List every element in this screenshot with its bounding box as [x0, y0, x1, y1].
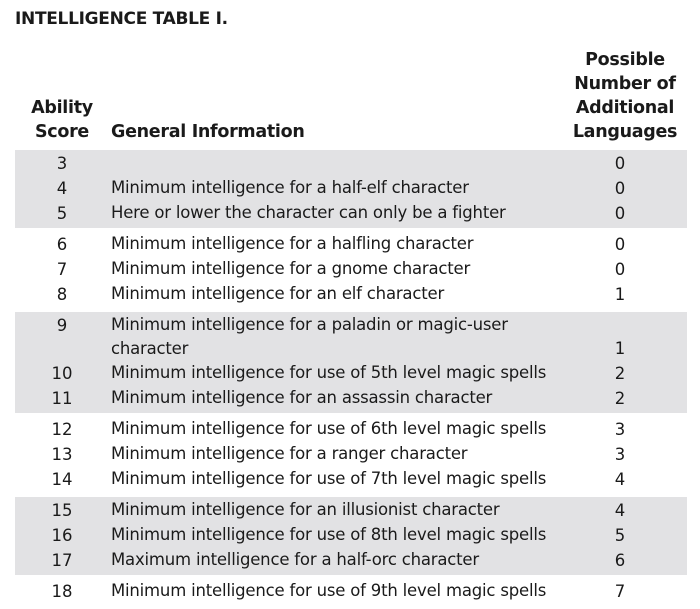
table-row — [15, 579, 687, 604]
general-information-cell: Minimum intelligence for an assassin character — [111, 388, 493, 407]
table-row — [15, 232, 687, 257]
additional-languages-cell: 0 — [614, 235, 626, 254]
ability-score-cell: 18 — [51, 582, 73, 601]
header-general-information: General Information — [111, 122, 305, 142]
general-information-cell: Minimum intelligence for an elf character — [111, 284, 445, 303]
table-title: INTELLIGENCE TABLE I. — [15, 9, 228, 29]
header-languages-line-3: Additional — [575, 98, 675, 118]
header-score-line: Score — [35, 122, 89, 142]
additional-languages-cell: 2 — [614, 389, 626, 408]
ability-score-cell: 10 — [51, 364, 73, 383]
header-languages-line-2: Number of — [574, 74, 676, 94]
general-information-cell: Minimum intelligence for a gnome character — [111, 259, 471, 278]
header-ability-score — [30, 96, 94, 144]
general-information-cell: Maximum intelligence for a half-orc character — [111, 550, 479, 569]
additional-languages-cell: 0 — [614, 154, 626, 173]
additional-languages-cell: 0 — [614, 179, 626, 198]
general-information-cell: Minimum intelligence for use of 6th level magic spells — [111, 419, 547, 438]
additional-languages-cell: 4 — [614, 470, 626, 489]
table-row — [15, 417, 687, 442]
ability-score-cell: 13 — [51, 445, 73, 464]
ability-score-cell: 17 — [51, 551, 73, 570]
ability-score-cell: 6 — [56, 235, 68, 254]
ability-score-cell: 9 — [56, 316, 68, 335]
header-languages-line-1: Possible — [585, 50, 665, 70]
additional-languages-cell: 6 — [614, 551, 626, 570]
table-row — [15, 442, 687, 467]
general-information-cell: Minimum intelligence for a ranger character — [111, 444, 468, 463]
general-information-cell: Minimum intelligence for use of 5th level magic spells — [111, 363, 547, 382]
row-group — [15, 497, 687, 575]
additional-languages-cell: 3 — [614, 445, 626, 464]
additional-languages-cell: 4 — [614, 501, 626, 520]
table-row — [15, 361, 687, 386]
table-row — [15, 467, 687, 492]
additional-languages-cell: 2 — [614, 364, 626, 383]
table-row — [15, 201, 687, 226]
additional-languages-cell: 1 — [614, 339, 626, 358]
table-row — [15, 151, 687, 176]
ability-score-cell: 8 — [56, 285, 68, 304]
table-row — [15, 313, 687, 361]
table-row — [15, 498, 687, 523]
table-row — [15, 523, 687, 548]
header-languages-line-4: Languages — [572, 122, 678, 142]
ability-score-cell: 5 — [56, 204, 68, 223]
table-row — [15, 548, 687, 573]
ability-score-cell: 11 — [51, 389, 73, 408]
table-header — [0, 44, 700, 150]
general-information-cell: Minimum intelligence for a paladin or magic-user character — [111, 315, 508, 358]
ability-score-cell: 14 — [51, 470, 73, 489]
header-ability-line: Ability — [31, 98, 93, 118]
table-row — [15, 282, 687, 307]
intelligence-table-body — [15, 150, 687, 609]
additional-languages-cell: 7 — [614, 582, 626, 601]
table-row — [15, 257, 687, 282]
row-group — [15, 231, 687, 309]
additional-languages-cell: 1 — [614, 285, 626, 304]
general-information-cell: Here or lower the character can only be a fighter — [111, 203, 506, 222]
ability-score-cell: 3 — [56, 154, 68, 173]
ability-score-cell: 15 — [51, 501, 73, 520]
ability-score-cell: 16 — [51, 526, 73, 545]
general-information-cell: Minimum intelligence for use of 9th level magic spells — [111, 581, 547, 600]
table-row — [15, 176, 687, 201]
general-information-cell: Minimum intelligence for a half-elf character — [111, 178, 469, 197]
ability-score-cell: 12 — [51, 420, 73, 439]
additional-languages-cell: 5 — [614, 526, 626, 545]
ability-score-cell: 4 — [56, 179, 68, 198]
additional-languages-cell: 0 — [614, 204, 626, 223]
additional-languages-cell: 3 — [614, 420, 626, 439]
row-group — [15, 150, 687, 228]
general-information-cell: Minimum intelligence for a halfling character — [111, 234, 474, 253]
additional-languages-cell: 0 — [614, 260, 626, 279]
general-information-cell: Minimum intelligence for use of 7th level magic spells — [111, 469, 547, 488]
general-information-cell: Minimum intelligence for an illusionist character — [111, 500, 500, 519]
table-row — [15, 386, 687, 411]
ability-score-cell: 7 — [56, 260, 68, 279]
general-information-cell: Minimum intelligence for use of 8th level magic spells — [111, 525, 547, 544]
row-group — [15, 312, 687, 413]
row-group — [15, 416, 687, 494]
header-additional-languages — [560, 48, 690, 144]
